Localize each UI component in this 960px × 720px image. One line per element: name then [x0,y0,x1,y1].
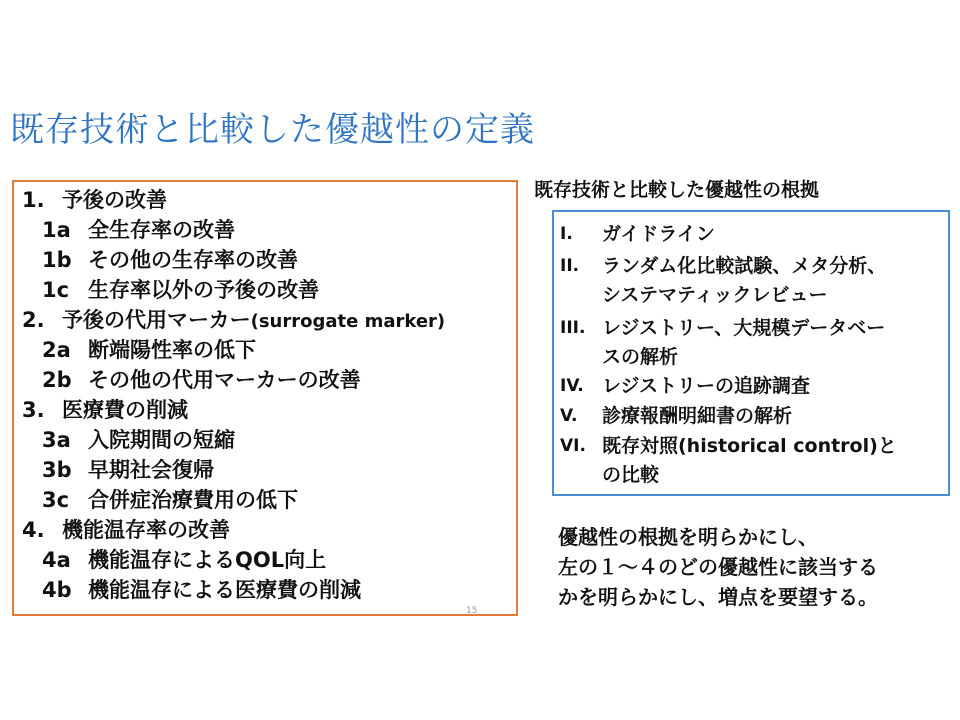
item-text: その他の代用マーカーの改善 [88,368,361,392]
item-text-continued: システマティックレビュー [602,284,828,306]
item-number: 4a [42,548,71,572]
item-number: 3b [42,458,72,482]
item-text: 予後の改善 [62,188,167,212]
item-number: 3. [22,398,45,422]
item-number: II. [560,256,580,276]
item-text: 入院期間の短縮 [88,428,235,452]
item-text: その他の生存率の改善 [88,248,298,272]
item-text: 医療費の削減 [62,398,188,422]
item-text-continued: の比較 [602,464,660,486]
conclusion-line: 左の１～４のどの優越性に該当する [558,555,878,579]
evidence-heading: 既存技術と比較した優越性の根拠 [534,179,820,201]
item-text: 診療報酬明細書の解析 [602,405,793,427]
list-item [22,396,188,424]
item-number: V. [560,406,578,426]
item-text: 予後の代用マーカー [62,308,251,332]
item-number: III. [560,318,586,338]
item-latin-text: (surrogate marker) [250,311,446,332]
item-number: 2. [22,308,45,332]
item-text: 断端陽性率の低下 [88,338,256,362]
list-item [22,186,167,214]
list-item [36,366,361,394]
item-number: 4. [22,518,45,542]
item-text: 機能温存率の改善 [62,518,230,542]
item-text: 生存率以外の予後の改善 [88,278,319,302]
superiority-definition-box [12,180,518,616]
conclusion-text [558,522,878,612]
item-text: 合併症治療費用の低下 [88,488,298,512]
item-number: 2b [42,368,72,392]
list-item [36,426,235,454]
item-number: 1. [22,188,45,212]
item-number: 4b [42,578,72,602]
page-number: 15 [466,606,478,616]
item-number: I. [560,224,573,244]
item-text-continued: スの解析 [602,346,679,368]
list-item [36,546,326,574]
list-item [36,216,235,244]
item-number: 3a [42,428,71,452]
conclusion-line: 優越性の根拠を明らかにし、 [558,525,818,549]
item-text: レジストリー、大規模データベー [602,317,886,339]
item-text: ガイドライン [602,223,715,245]
item-number: 1a [42,218,71,242]
list-item [36,276,319,304]
item-text: 全生存率の改善 [88,218,235,242]
item-number: VI. [560,436,586,456]
item-text: レジストリーの追跡調査 [602,375,810,397]
list-item [36,336,256,364]
item-number: IV. [560,376,584,396]
list-item [36,486,298,514]
item-text: 早期社会復帰 [88,458,214,482]
item-number: 1c [42,278,70,302]
list-item [22,516,230,544]
list-item [36,246,298,274]
list-item [22,306,445,336]
item-text: ランダム化比較試験、メタ分析、 [602,255,887,277]
item-text: 機能温存によるQOL向上 [88,548,327,572]
item-number: 3c [42,488,70,512]
conclusion-line: かを明らかにし、増点を要望する。 [558,585,878,609]
item-text: 既存対照(historical control)と [602,435,897,457]
evidence-box [552,210,950,496]
list-item [36,456,214,484]
list-item [36,576,361,604]
item-number: 1b [42,248,72,272]
item-number: 2a [42,338,71,362]
slide-title: 既存技術と比較した優越性の定義 [10,110,535,150]
item-text: 機能温存による医療費の削減 [88,578,361,602]
